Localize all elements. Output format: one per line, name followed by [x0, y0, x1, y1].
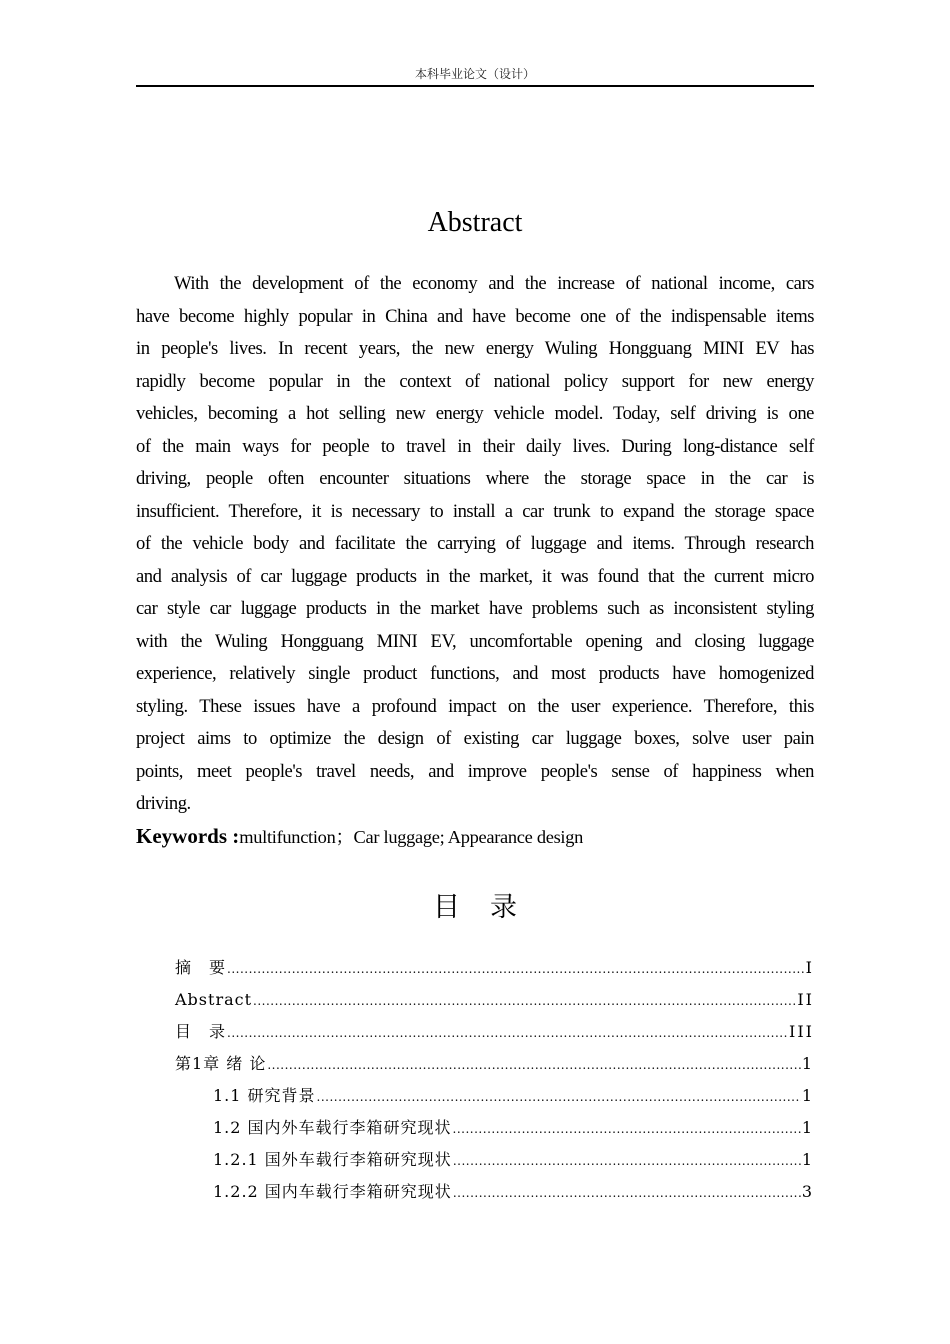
abstract-line: driving. — [136, 793, 191, 814]
toc-entry-page: 3 — [801, 1182, 814, 1201]
abstract-line: driving, people often encounter situations where the storage space in the car is — [136, 468, 814, 489]
toc-entry-label: 第1章 绪 论 — [175, 1054, 267, 1073]
abstract-line: experience, relatively single product functions, and most products have homogenized — [136, 663, 814, 684]
toc-leader-dots — [453, 1177, 801, 1209]
toc-leader-dots — [453, 1145, 801, 1177]
toc-entry[interactable] — [175, 1048, 814, 1080]
running-header: 本科毕业论文（设计） — [414, 67, 535, 81]
toc-entry-page: 1 — [801, 1150, 814, 1169]
abstract-title: Abstract — [427, 207, 523, 238]
header-divider — [136, 85, 814, 87]
toc-entry-label: 1.2.1 国外车载行李箱研究现状 — [213, 1150, 452, 1169]
toc-leader-dots — [227, 1017, 788, 1049]
toc-entry-page: II — [797, 990, 814, 1009]
toc-entry[interactable] — [175, 1144, 814, 1176]
toc-entry-label: 1.2 国内外车载行李箱研究现状 — [213, 1118, 452, 1137]
abstract-line: and analysis of car luggage products in the market, it was found that the current micro — [136, 565, 814, 587]
toc-entry-page: 1 — [801, 1054, 814, 1073]
toc-entry-label: Abstract — [175, 990, 253, 1009]
abstract-line: project aims to optimize the design of existing car luggage boxes, solve user pain — [136, 728, 814, 749]
toc-entry-page: 1 — [801, 1086, 814, 1105]
toc-leader-dots — [227, 953, 805, 985]
table-of-contents — [175, 952, 814, 1208]
abstract-line: With the development of the economy and the increase of national income, cars — [174, 273, 814, 294]
abstract-line: of the vehicle body and facilitate the carrying of luggage and items. Through research — [136, 533, 814, 554]
abstract-line: have become highly popular in China and have become one of the indispensable items — [136, 305, 814, 327]
keywords — [136, 820, 583, 855]
toc-entry[interactable] — [175, 984, 814, 1016]
toc-entry-page: 1 — [801, 1118, 814, 1137]
toc-leader-dots — [317, 1081, 801, 1113]
toc-entry-label: 1.1 研究背景 — [213, 1086, 316, 1105]
toc-entry[interactable] — [175, 1080, 814, 1112]
toc-entry[interactable] — [175, 1176, 814, 1208]
abstract-line: points, meet people's travel needs, and improve people's sense of happiness when — [136, 760, 814, 782]
abstract-line: insufficient. Therefore, it is necessary to install a car trunk to expand the storage space — [136, 500, 814, 522]
toc-entry-page: I — [805, 958, 814, 977]
toc-leader-dots — [453, 1113, 801, 1145]
keywords-label: Keywords : — [136, 824, 240, 848]
abstract-line: car style car luggage products in the market have problems such as inconsistent styling — [136, 598, 814, 619]
toc-entry-page: III — [789, 1022, 814, 1041]
toc-entry[interactable] — [175, 1112, 814, 1144]
abstract-line: vehicles, becoming a hot selling new energy vehicle model. Today, self driving is one — [136, 403, 814, 424]
toc-entry-label: 摘 要 — [175, 958, 227, 977]
abstract-line: with the Wuling Hongguang MINI EV, uncomfortable opening and closing luggage — [136, 630, 814, 652]
toc-entry-label: 1.2.2 国内车载行李箱研究现状 — [213, 1182, 452, 1201]
abstract-line: of the main ways for people to travel in their daily lives. During long-distance self — [136, 435, 814, 457]
toc-leader-dots — [267, 1049, 800, 1081]
toc-title: 目录 — [433, 892, 547, 923]
abstract-line: in people's lives. In recent years, the new energy Wuling Hongguang MINI EV has — [136, 338, 814, 359]
toc-entry[interactable] — [175, 952, 814, 984]
abstract-line: styling. These issues have a profound impact on the user experience. Therefore, this — [136, 695, 814, 717]
abstract-line: rapidly become popular in the context of national policy support for new energy — [136, 370, 814, 392]
keywords-value: multifunction；Car luggage; Appearance design — [239, 827, 584, 847]
abstract-body — [136, 268, 814, 821]
toc-entry-label: 目 录 — [175, 1022, 227, 1041]
toc-entry[interactable] — [175, 1016, 814, 1048]
toc-leader-dots — [253, 985, 796, 1017]
